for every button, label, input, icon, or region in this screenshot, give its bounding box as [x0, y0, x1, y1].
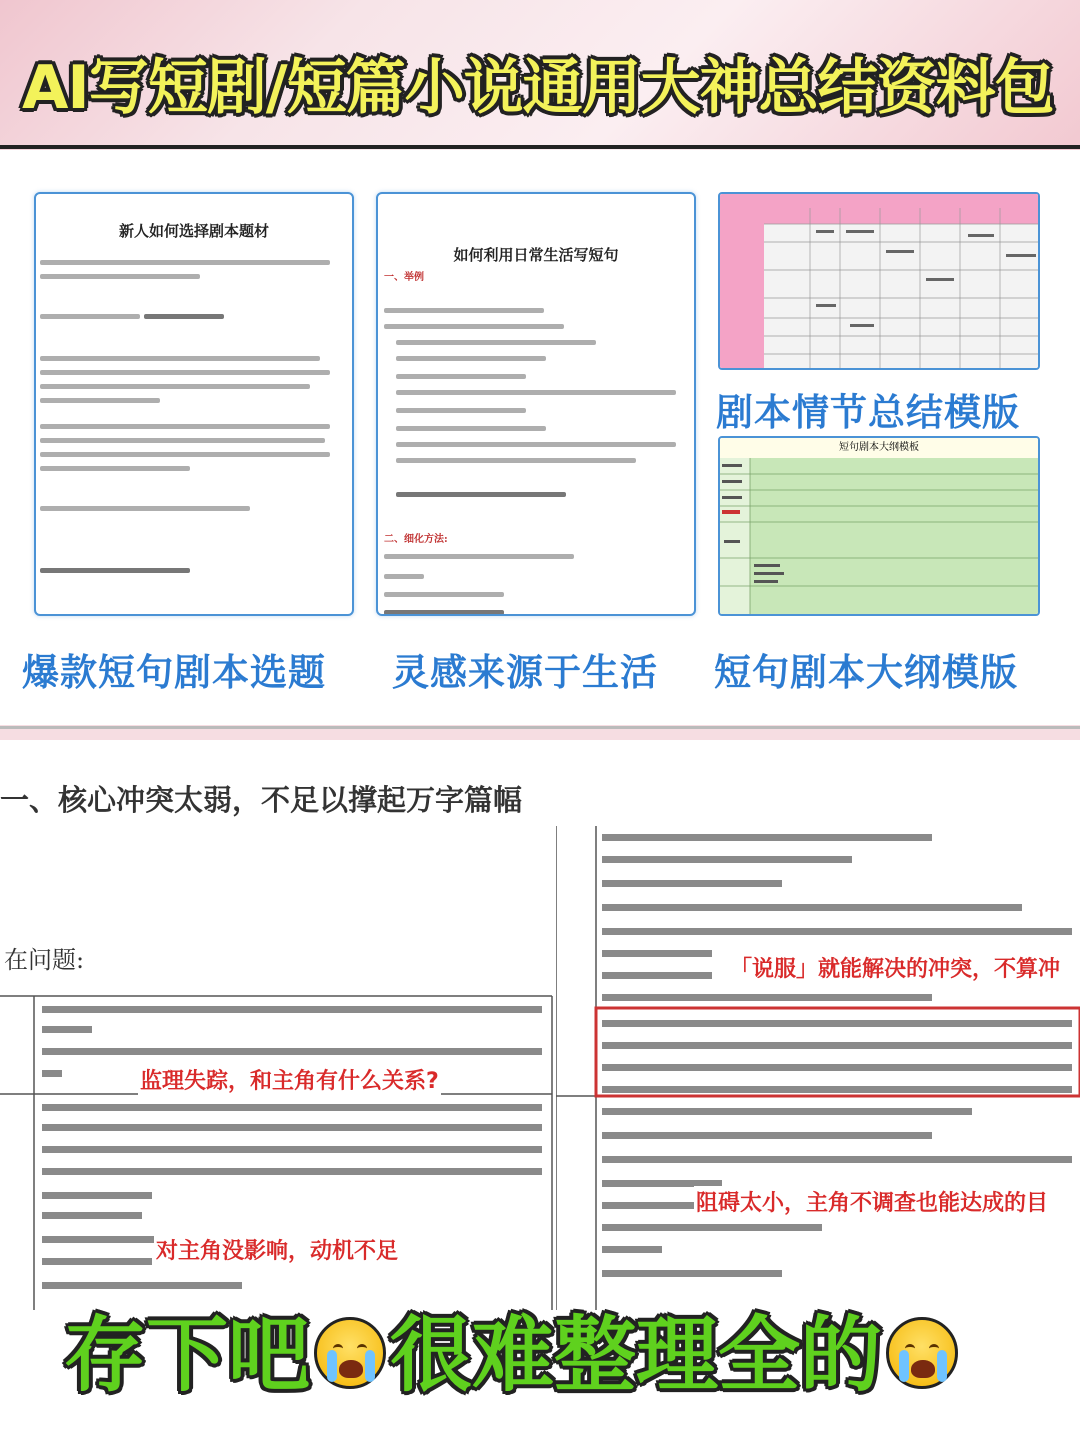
- outline-grid: [720, 458, 1040, 616]
- note-supervisor-missing: 监理失踪，和主角有什么关系?: [138, 1064, 441, 1095]
- note-weak-motive: 对主角没影响，动机不足: [154, 1234, 400, 1265]
- footer-caption: [64, 1290, 962, 1407]
- note-persuasion-conflict: 「说服」就能解决的冲突，不算冲: [728, 952, 1062, 983]
- outline-title: 短句剧本大纲模板: [720, 438, 1038, 458]
- doc-preview-daily-life: [376, 192, 696, 616]
- header-divider: [0, 145, 1080, 149]
- crying-face-icon: [886, 1317, 958, 1389]
- doc-preview-outline-template: [718, 436, 1040, 616]
- doc-title: 如何利用日常生活写短句: [453, 246, 619, 264]
- doc-preview-plot-table: [718, 192, 1040, 370]
- footer-caption-a: 存下吧: [64, 1308, 311, 1403]
- section-divider: [0, 726, 1080, 729]
- caption-topic: 爆款短句剧本选题: [22, 651, 326, 694]
- issue-label: 在问题:: [4, 946, 85, 974]
- problem-heading: 一、核心冲突太弱，不足以撑起万字篇幅: [0, 783, 523, 817]
- footer-caption-b: 很难整理全的: [390, 1308, 883, 1403]
- caption-plot-template: 剧本情节总结模版: [716, 391, 1020, 434]
- right-draft-table: [556, 826, 1080, 1310]
- section-heading: 二、细化方法:: [384, 534, 448, 545]
- note-small-obstacle: 阻碍太小，主角不调查也能达成的目: [694, 1186, 1050, 1217]
- caption-outline: 短句剧本大纲模版: [714, 651, 1018, 694]
- doc-preview-topic-selection: [34, 192, 354, 616]
- page-title: AI写短剧/短篇小说通用大神总结资料包: [22, 53, 1054, 123]
- doc-title: 新人如何选择剧本题材: [118, 222, 269, 240]
- crying-face-icon: [314, 1317, 386, 1389]
- table-thumbnail: [720, 194, 1040, 370]
- caption-inspiration: 灵感来源于生活: [392, 651, 658, 694]
- section-heading: 一、举例: [384, 272, 424, 283]
